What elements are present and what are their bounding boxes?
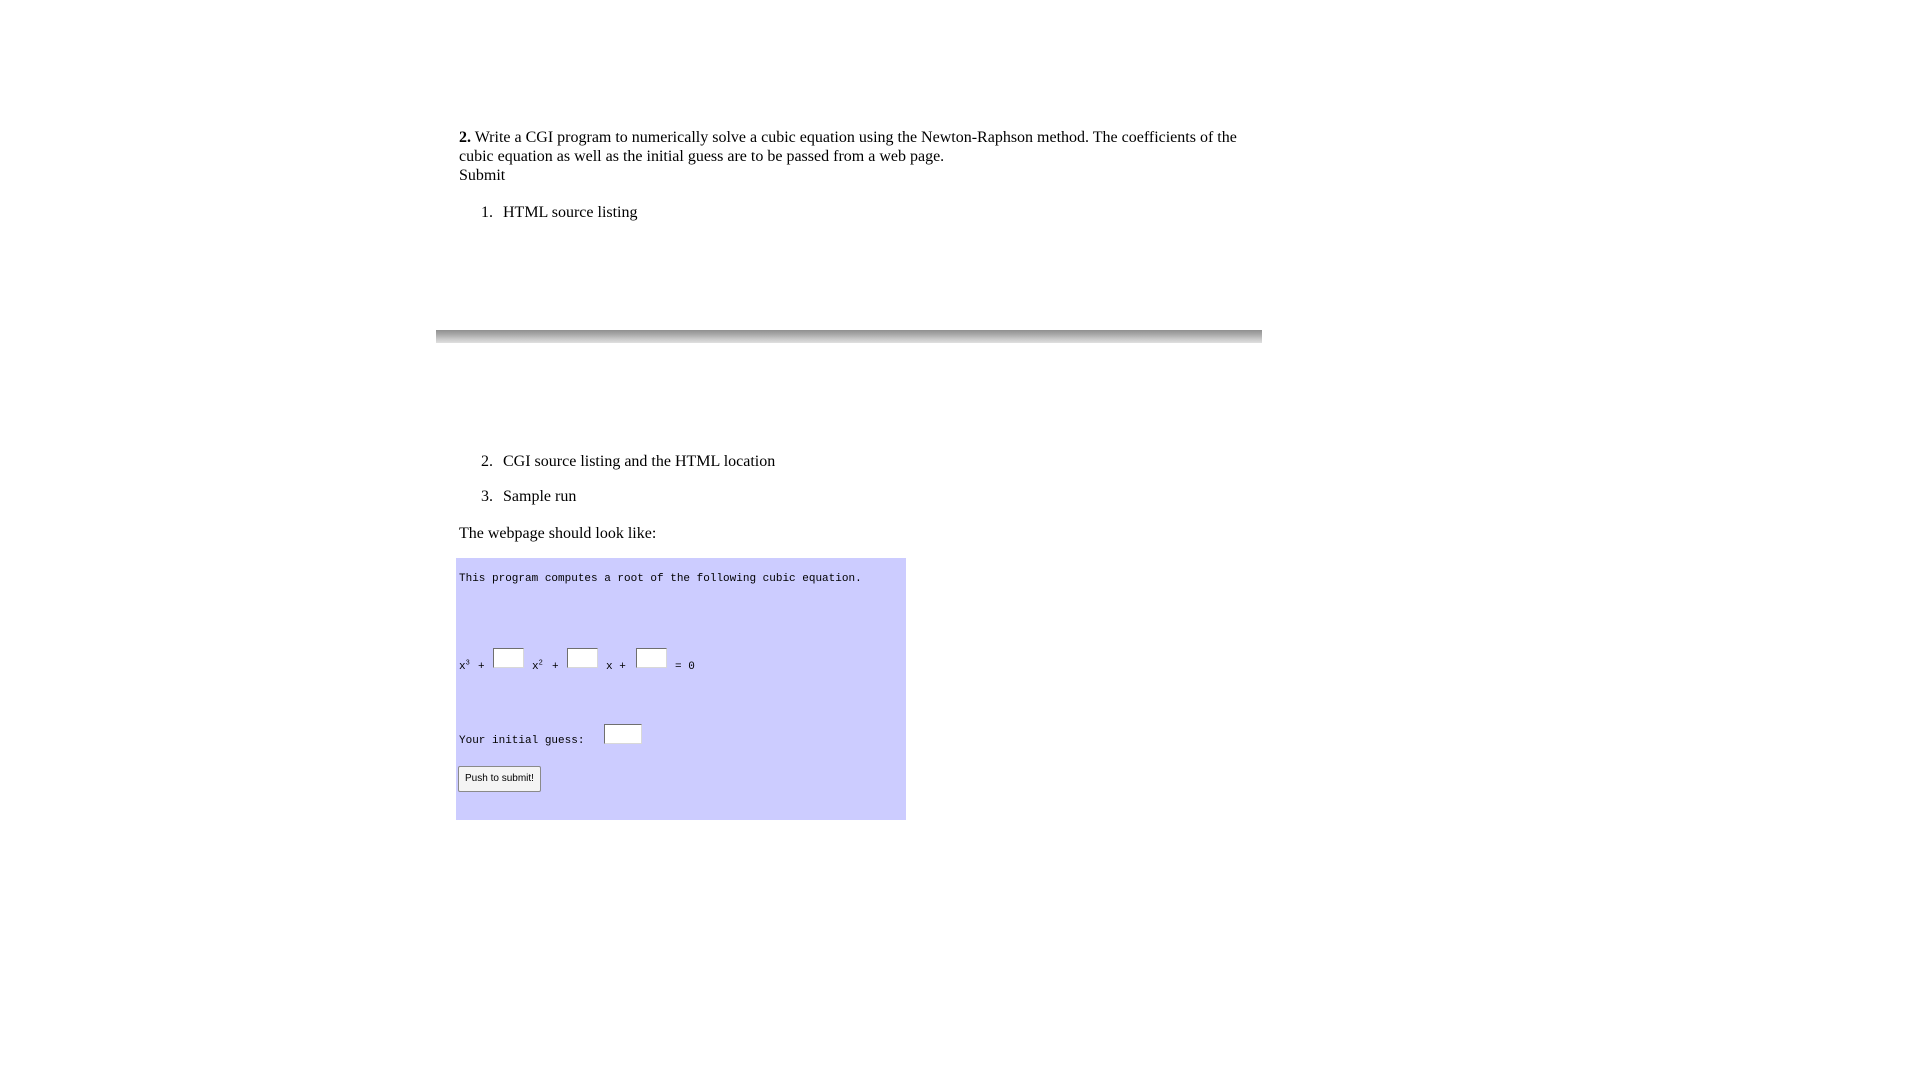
coefficient-c-input[interactable] bbox=[636, 648, 667, 668]
demo-intro-text: This program computes a root of the following cubic equation. bbox=[459, 573, 862, 585]
list-marker: 3. bbox=[481, 488, 493, 505]
horizontal-separator bbox=[436, 330, 1262, 343]
problem-statement bbox=[459, 128, 1249, 166]
list-item-label: CGI source listing and the HTML location bbox=[503, 453, 776, 470]
list-marker: 2. bbox=[481, 453, 493, 470]
submit-heading: Submit bbox=[459, 167, 506, 184]
list-item-cgi-source bbox=[481, 452, 775, 471]
coefficient-a-input[interactable] bbox=[493, 648, 524, 668]
push-to-submit-button[interactable]: Push to submit! bbox=[458, 766, 541, 792]
term-x-cubed: $x^3$ bbox=[459, 659, 470, 673]
list-item-sample-run bbox=[481, 487, 576, 506]
list-item-label: Sample run bbox=[503, 488, 577, 505]
demo-form-panel bbox=[456, 558, 906, 820]
problem-text: Write a CGI program to numerically solve a cubic equation using the Newton-Raphson method. The coefficients of the cubic equation as well as the initial guess are to be passed from a web page. bbox=[459, 129, 1237, 165]
initial-guess-label: Your initial guess: bbox=[459, 735, 585, 747]
problem-number: 2. bbox=[459, 129, 471, 146]
list-marker: 1. bbox=[481, 204, 493, 221]
list-item-html-source bbox=[481, 203, 638, 222]
lead-text: The webpage should look like: bbox=[459, 525, 657, 542]
term-x: x + bbox=[606, 661, 626, 673]
list-item-label: HTML source listing bbox=[503, 204, 638, 221]
initial-guess-input[interactable] bbox=[604, 724, 642, 744]
plus-sign: + bbox=[478, 661, 485, 673]
equals-zero: = 0 bbox=[675, 661, 695, 673]
plus-sign: + bbox=[552, 661, 559, 673]
coefficient-b-input[interactable] bbox=[567, 648, 598, 668]
term-x-squared: $x^2$ bbox=[532, 659, 543, 673]
